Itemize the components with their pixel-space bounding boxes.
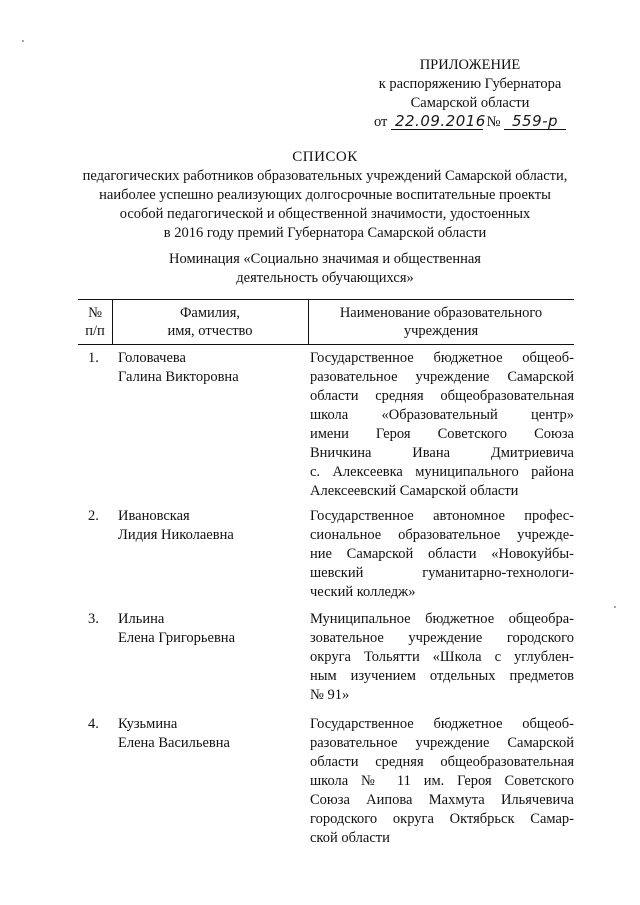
row-number: 4.	[88, 716, 99, 732]
date-prefix: от	[373, 114, 388, 130]
header-organization: Наименование образовательного учреждения	[339, 305, 543, 339]
nomination-title	[60, 250, 590, 288]
heading-line: в 2016 году премий Губернатора Самарской области	[163, 225, 487, 241]
heading-line: наиболее успешно реализующих долгосрочные воспитательные проекты	[99, 187, 551, 203]
heading-line: особой педагогической и общественной значимости, удостоенных	[119, 206, 531, 222]
nomination-line: деятельность обучающихся»	[236, 270, 414, 286]
organization-name: Муниципальное бюджетное общеобра- зовательное учреждение городского округа Тольятти «Школа с углублен- ным изучением отдельных предметов № 91»	[310, 611, 574, 703]
appendix-block	[352, 56, 588, 132]
row-number: 2.	[88, 508, 99, 524]
table-header	[78, 299, 574, 345]
organization-name: Государственное бюджетное общеоб- разовательное учреждение Самарской области средняя общеобразовательная школа № 11 им. Героя Советского Союза Аипова Махмута Ильячевича городского округа Октябрьск Самар- ской области	[310, 716, 574, 846]
handwritten-number: 559-р	[504, 114, 566, 130]
scan-speck	[22, 40, 24, 42]
appendix-line-2: Самарской области	[410, 95, 530, 111]
organization-name: Государственное бюджетное общеоб- разовательное учреждение Самарской области средняя общеобразовательная школа «Образовательный центр» имени Героя Советского Союза Вничкина Ивана Дмитриевича с. Алексеевка муниципального района Алексеевский Самарской области	[310, 350, 574, 499]
scan-speck	[614, 606, 616, 608]
organization-name: Государственное автономное профес- сиональное образовательное учрежде- ние Самарской области «Новокуйбы- шевский гуманитарно-технологи- ческий колледж»	[310, 508, 574, 600]
row-number: 3.	[88, 611, 99, 627]
header-name: Фамилия, имя, отчество	[167, 305, 253, 339]
appendix-date-line	[352, 113, 588, 132]
list-heading	[60, 148, 590, 243]
nomination-line: Номинация «Социально значимая и общественная	[169, 251, 481, 267]
row-number: 1.	[88, 350, 99, 366]
number-prefix: №	[486, 114, 501, 130]
appendix-line-1: к распоряжению Губернатора	[378, 76, 562, 92]
teacher-name: Головачева Галина Викторовна	[118, 350, 239, 385]
heading-line: педагогических работников образовательных учреждений Самарской области,	[82, 168, 568, 184]
header-number: № п/п	[85, 305, 105, 339]
teacher-name: Ивановская Лидия Николаевна	[118, 508, 234, 543]
handwritten-date: 22.09.2016	[391, 114, 483, 130]
teacher-name: Кузьмина Елена Васильевна	[118, 716, 230, 751]
teacher-name: Ильина Елена Григорьевна	[118, 611, 236, 646]
appendix-title: ПРИЛОЖЕНИЕ	[419, 57, 521, 73]
list-title: СПИСОК	[292, 149, 358, 165]
